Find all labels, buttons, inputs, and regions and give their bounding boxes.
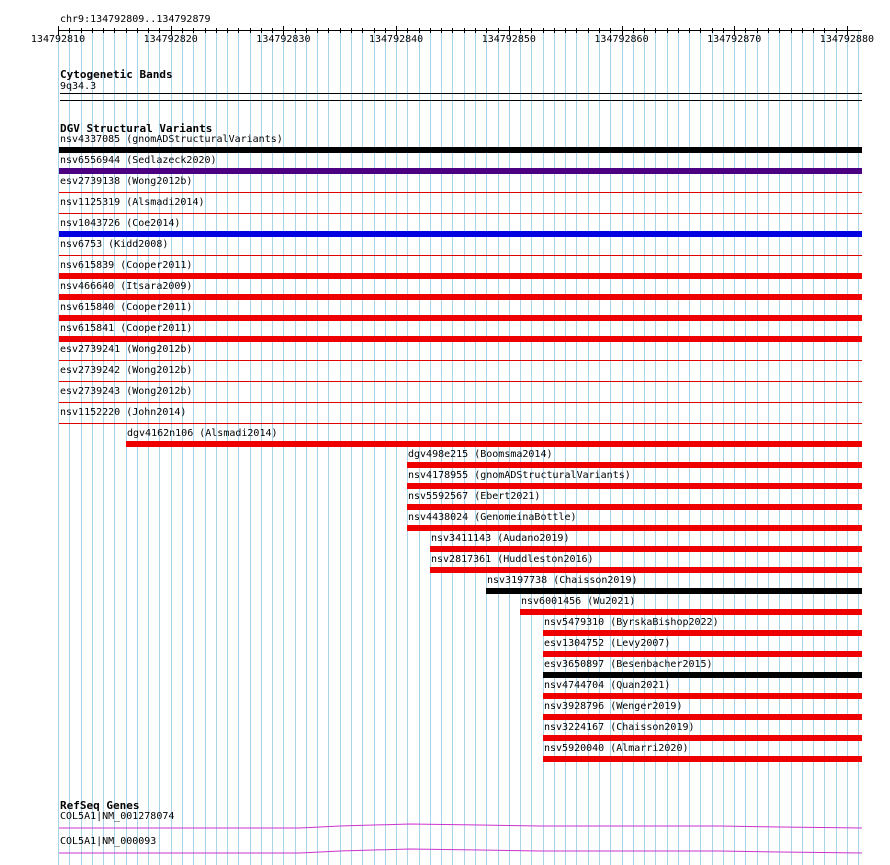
dgv-feature-bar[interactable] xyxy=(543,735,862,741)
dgv-feature-bar[interactable] xyxy=(430,546,862,552)
dgv-feature-bar[interactable] xyxy=(59,255,862,256)
dgv-feature-bar[interactable] xyxy=(59,147,862,153)
dgv-feature-label: nsv3224167 (Chaisson2019) xyxy=(544,722,695,733)
dgv-feature-bar[interactable] xyxy=(543,651,862,657)
dgv-feature-bar[interactable] xyxy=(407,504,862,510)
dgv-feature-label: esv2739243 (Wong2012b) xyxy=(60,386,193,397)
ruler-tick-label: 134792850 xyxy=(481,34,536,45)
dgv-feature-bar[interactable] xyxy=(407,525,862,531)
cytoband-label: 9q34.3 xyxy=(60,81,97,92)
dgv-feature-label: nsv4438024 (GenomeinaBottle) xyxy=(408,512,577,523)
dgv-feature-bar[interactable] xyxy=(59,294,862,300)
ruler-tick-label: 134792880 xyxy=(819,34,874,45)
dgv-feature-bar[interactable] xyxy=(59,336,862,342)
dgv-feature-label: nsv6001456 (Wu2021) xyxy=(521,596,636,607)
dgv-feature-label: esv2739242 (Wong2012b) xyxy=(60,365,193,376)
dgv-feature-bar[interactable] xyxy=(59,231,862,237)
refseq-gene-label: COL5A1|NM_000093 xyxy=(60,836,157,847)
dgv-feature-bar[interactable] xyxy=(407,462,862,468)
dgv-feature-label: dgv498e215 (Boomsma2014) xyxy=(408,449,553,460)
refseq-gene-model[interactable] xyxy=(0,848,890,856)
dgv-feature-label: nsv3928796 (Wenger2019) xyxy=(544,701,683,712)
dgv-feature-label: nsv615839 (Cooper2011) xyxy=(60,260,193,271)
dgv-feature-bar[interactable] xyxy=(543,714,862,720)
dgv-feature-bar[interactable] xyxy=(486,588,862,594)
dgv-feature-label: nsv3411143 (Audano2019) xyxy=(431,533,570,544)
cytoband-track-title: Cytogenetic Bands xyxy=(60,68,173,81)
refseq-intron-line xyxy=(59,849,862,853)
ruler-tick-label: 134792820 xyxy=(143,34,198,45)
dgv-feature-label: nsv1043726 (Coe2014) xyxy=(60,218,181,229)
dgv-feature-bar[interactable] xyxy=(543,756,862,762)
ruler-tick-label: 134792860 xyxy=(594,34,649,45)
dgv-feature-bar[interactable] xyxy=(407,483,862,489)
dgv-feature-label: nsv1152220 (John2014) xyxy=(60,407,187,418)
track-separator xyxy=(60,100,862,101)
dgv-feature-label: esv2739138 (Wong2012b) xyxy=(60,176,193,187)
dgv-feature-bar[interactable] xyxy=(520,609,862,615)
dgv-feature-label: nsv3197738 (Chaisson2019) xyxy=(487,575,638,586)
dgv-feature-label: nsv6556944 (Sedlazeck2020) xyxy=(60,155,217,166)
dgv-feature-bar[interactable] xyxy=(59,360,862,361)
dgv-feature-label: nsv2817361 (Huddleston2016) xyxy=(431,554,594,565)
dgv-feature-label: esv2739241 (Wong2012b) xyxy=(60,344,193,355)
dgv-feature-label: nsv5920040 (Almarri2020) xyxy=(544,743,689,754)
refseq-intron-line xyxy=(59,824,862,828)
dgv-feature-bar[interactable] xyxy=(59,402,862,403)
dgv-feature-label: nsv4337085 (gnomADStructuralVariants) xyxy=(60,134,283,145)
ruler-tick-label: 134792870 xyxy=(707,34,762,45)
dgv-feature-bar[interactable] xyxy=(59,273,862,279)
dgv-feature-bar[interactable] xyxy=(59,213,862,214)
dgv-feature-bar[interactable] xyxy=(543,630,862,636)
dgv-feature-label: nsv1125319 (Alsmadi2014) xyxy=(60,197,205,208)
cytoband-bar[interactable] xyxy=(60,93,862,94)
dgv-feature-label: nsv4178955 (gnomADStructuralVariants) xyxy=(408,470,631,481)
dgv-feature-bar[interactable] xyxy=(543,672,862,678)
dgv-feature-label: nsv5479310 (ByrskaBishop2022) xyxy=(544,617,719,628)
dgv-feature-label: nsv466640 (Itsara2009) xyxy=(60,281,193,292)
dgv-feature-label: nsv615840 (Cooper2011) xyxy=(60,302,193,313)
dgv-feature-bar[interactable] xyxy=(543,693,862,699)
dgv-feature-bar[interactable] xyxy=(126,441,862,447)
ruler-tick-label: 134792810 xyxy=(30,34,86,45)
dgv-feature-label: dgv4162n106 (Alsmadi2014) xyxy=(127,428,278,439)
dgv-feature-label: nsv615841 (Cooper2011) xyxy=(60,323,193,334)
dgv-feature-bar[interactable] xyxy=(59,423,862,424)
location-label: chr9:134792809..134792879 xyxy=(60,14,211,25)
refseq-track-title: RefSeq Genes xyxy=(60,799,140,812)
dgv-feature-label: esv3650897 (Besenbacher2015) xyxy=(544,659,713,670)
dgv-feature-bar[interactable] xyxy=(430,567,862,573)
ruler-tick-label: 134792830 xyxy=(256,34,311,45)
dgv-feature-label: nsv4744704 (Quan2021) xyxy=(544,680,671,691)
dgv-feature-bar[interactable] xyxy=(59,192,862,193)
dgv-feature-label: nsv6753 (Kidd2008) xyxy=(60,239,169,250)
dgv-feature-bar[interactable] xyxy=(59,315,862,321)
dgv-feature-label: nsv5592567 (Ebert2021) xyxy=(408,491,541,502)
ruler-tick-label: 134792840 xyxy=(369,34,424,45)
refseq-gene-model[interactable] xyxy=(0,823,890,831)
dgv-feature-bar[interactable] xyxy=(59,168,862,174)
dgv-feature-label: esv1304752 (Levy2007) xyxy=(544,638,671,649)
dgv-track-title: DGV Structural Variants xyxy=(60,122,213,135)
dgv-feature-bar[interactable] xyxy=(59,381,862,382)
refseq-gene-label: COL5A1|NM_001278074 xyxy=(60,811,175,822)
